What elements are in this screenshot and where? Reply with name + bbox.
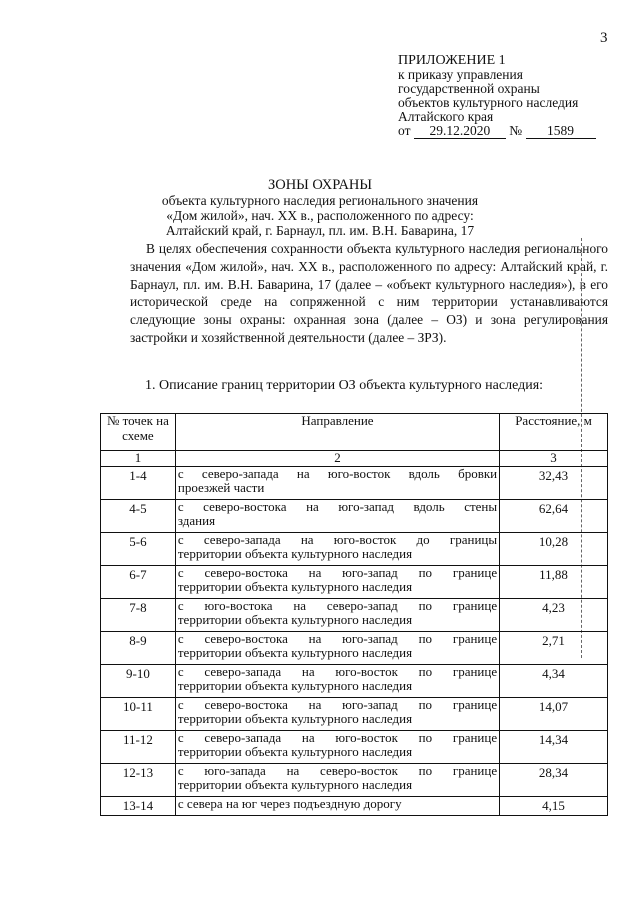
- table-row: [101, 730, 608, 763]
- boundary-table: [100, 413, 608, 816]
- heading-line: объекта культурного наследия регионального значения: [161, 193, 479, 208]
- direction-cell: [175, 763, 499, 796]
- intro-paragraph-text: В целях обеспечения сохранности объекта культурного наследия регионального значения «Дом жилой», нач. XX в., расположенного по адресу: Алтайский край, г. Барнаул, пл. им. В.Н. Баварина, 17 (далее – «объект культурного наследия»), в его исторической среде на сопряженной с ним территории устанавливаются следующие зоны охраны: охранная зона (далее – ОЗ) и зона регулирования застройки и хозяйственной деятельности (далее – ЗРЗ).: [130, 241, 608, 345]
- direction-line: с северо-востока на юго-запад по границе: [177, 564, 498, 580]
- column-number: 3: [500, 451, 608, 467]
- direction-line: с северо-запада на юго-восток вдоль бровки: [177, 465, 498, 481]
- heading-line: Алтайский край, г. Барнаул, пл. им. В.Н. Баварина, 17: [165, 223, 475, 238]
- direction-cell: [175, 466, 499, 499]
- direction-line: с северо-востока на юго-запад по границе: [177, 696, 498, 712]
- distance-cell: 2,71: [500, 631, 608, 664]
- order-number-prefix: №: [509, 123, 523, 138]
- direction-line: территории объекта культурного наследия: [177, 777, 413, 792]
- distance-cell: 14,34: [500, 730, 608, 763]
- order-prefix: от: [398, 123, 411, 138]
- column-number-row: [101, 451, 608, 467]
- table-row: [101, 466, 608, 499]
- column-header-distance: Расстояние, м: [500, 414, 608, 451]
- direction-cell: [175, 730, 499, 763]
- appendix-title: ПРИЛОЖЕНИЕ 1: [398, 53, 506, 68]
- table-header-row: [101, 414, 608, 451]
- direction-cell: [175, 565, 499, 598]
- direction-line: территории объекта культурного наследия: [177, 612, 413, 627]
- direction-line: с северо-запада на юго-восток по границе: [177, 729, 498, 745]
- direction-line: территории объекта культурного наследия: [177, 645, 413, 660]
- order-date: 29.12.2020: [414, 124, 506, 139]
- direction-cell: [175, 697, 499, 730]
- order-number: 1589: [526, 124, 596, 139]
- direction-line: территории объекта культурного наследия: [177, 744, 413, 759]
- direction-line: с северо-запада на юго-восток до границы: [177, 531, 498, 547]
- table-row: [101, 598, 608, 631]
- column-number: 2: [175, 451, 499, 467]
- direction-line: здания: [177, 513, 216, 528]
- points-cell: 6-7: [101, 565, 176, 598]
- direction-line: территории объекта культурного наследия: [177, 579, 413, 594]
- points-cell: 11-12: [101, 730, 176, 763]
- distance-cell: 4,15: [500, 796, 608, 815]
- document-heading: [0, 178, 640, 238]
- distance-cell: 14,07: [500, 697, 608, 730]
- direction-line: с северо-востока на юго-запад по границе: [177, 630, 498, 646]
- points-cell: 9-10: [101, 664, 176, 697]
- direction-line: территории объекта культурного наследия: [177, 546, 413, 561]
- direction-line: с северо-запада на юго-восток по границе: [177, 663, 498, 679]
- appendix-line: объектов культурного наследия: [398, 95, 579, 110]
- points-cell: 12-13: [101, 763, 176, 796]
- appendix-line: государственной охраны: [398, 81, 540, 96]
- column-header-direction: Направление: [175, 414, 499, 451]
- points-cell: 5-6: [101, 532, 176, 565]
- distance-cell: 28,34: [500, 763, 608, 796]
- direction-line: территории объекта культурного наследия: [177, 711, 413, 726]
- heading-line: «Дом жилой», нач. XX в., расположенного по адресу:: [166, 208, 474, 223]
- table-row: [101, 697, 608, 730]
- table-row: [101, 796, 608, 815]
- appendix-line: Алтайского края: [398, 109, 494, 124]
- distance-cell: 11,88: [500, 565, 608, 598]
- order-line: [398, 124, 596, 139]
- table-row: [101, 631, 608, 664]
- distance-cell: 10,28: [500, 532, 608, 565]
- distance-cell: 4,23: [500, 598, 608, 631]
- table-row: [101, 499, 608, 532]
- points-cell: 8-9: [101, 631, 176, 664]
- points-cell: 1-4: [101, 466, 176, 499]
- direction-cell: [175, 499, 499, 532]
- table-row: [101, 763, 608, 796]
- column-header-points: № точек на схеме: [101, 414, 176, 451]
- direction-line: проезжей части: [177, 480, 265, 495]
- table-row: [101, 532, 608, 565]
- direction-cell: [175, 664, 499, 697]
- appendix-line: к приказу управления: [398, 67, 523, 82]
- points-cell: 10-11: [101, 697, 176, 730]
- intro-paragraph: [130, 240, 608, 347]
- points-cell: 7-8: [101, 598, 176, 631]
- column-number: 1: [101, 451, 176, 467]
- direction-cell: [175, 796, 499, 815]
- distance-cell: 32,43: [500, 466, 608, 499]
- appendix-header: [398, 54, 596, 139]
- direction-cell: [175, 598, 499, 631]
- direction-cell: [175, 631, 499, 664]
- section-heading: 1. Описание границ территории ОЗ объекта культурного наследия:: [145, 378, 544, 393]
- page-number: 3: [600, 30, 608, 46]
- direction-line: территории объекта культурного наследия: [177, 678, 413, 693]
- direction-line: с северо-востока на юго-запад вдоль стены: [177, 498, 498, 514]
- distance-cell: 62,64: [500, 499, 608, 532]
- direction-line: с юго-востока на северо-запад по границе: [177, 597, 498, 613]
- direction-cell: [175, 532, 499, 565]
- distance-cell: 4,34: [500, 664, 608, 697]
- table-row: [101, 664, 608, 697]
- direction-line: с севера на юг через подъездную дорогу: [177, 795, 402, 811]
- direction-line: с юго-запада на северо-восток по границе: [177, 762, 498, 778]
- document-title: ЗОНЫ ОХРАНЫ: [267, 177, 373, 193]
- points-cell: 4-5: [101, 499, 176, 532]
- points-cell: 13-14: [101, 796, 176, 815]
- table-row: [101, 565, 608, 598]
